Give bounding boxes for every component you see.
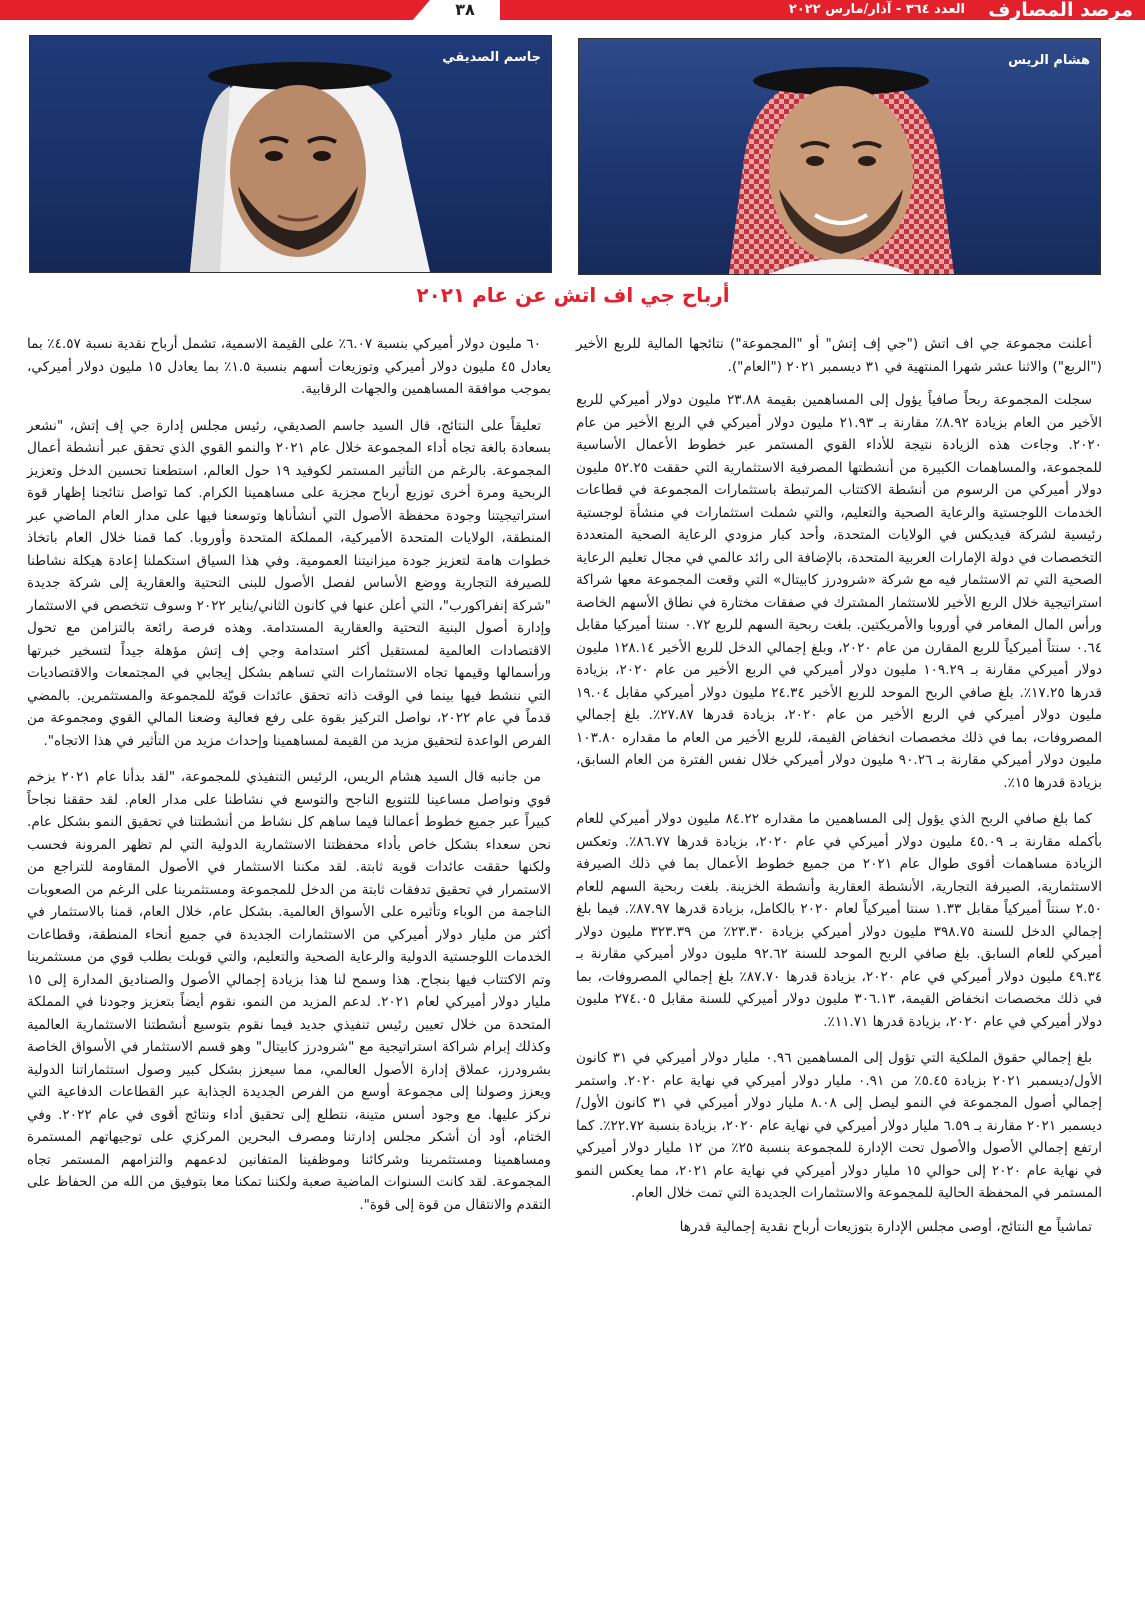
issue-label: العدد ٣٦٤ - آذار/مارس ٢٠٢٢ — [788, 2, 965, 17]
paragraph: تعليقاً على النتائج، قال السيد جاسم الصديقي، رئيس مجلس إدارة جي إف إتش، "نشعر بسعادة بالغة تجاه أداء المجموعة خلال عام ٢٠٢١ والنمو القوي الذي تحقق عبر أنشطة أعمال المجموعة. بالرغم من التأثير المستمر لكوفيد ١٩ حول العالم، استطعنا تحسين الدخل وتعزيز الربحية ومرة أخرى توزيع أرباح مجزية على مساهمينا الكرام. كما تواصل نتائجنا إظهار قوة استراتيجيتنا وجودة محفظة الأصول التي أنشأناها وتوسعنا فيها على مدار العام الماضي عبر المنطقة، الولايات المتحدة الأميركية، المملكة المتحدة وأوروبا. كما قمنا خلال العام باتخاذ خطوات هامة لتعزيز جودة ميزانيتنا العمومية. وفي هذا السياق استكملنا إعادة هيكلة نشاطنا للصيرفة التجارية ووضع الأساس لفصل الأصول للبنى التحتية والعقارية إلى شركة جديدة "شركة إنفراكورب"، التي أعلن عنها في كانون الثاني/يناير ٢٠٢٢ وسوف تتخصص في الاستثمار وإدارة أصول البنية التحتية والعقارية المستدامة. وهذه فرصة رائعة بالتزامن مع تحول الاقتصادات العالمية لمستقبل أكثر استدامة وجي إف إتش مؤهلة جيداً لتسخير خبرتها ورأسمالها وقيمها تجاه الاستثمارات التي تساهم بشكل إيجابي في المجتمعات والاقتصاديات التي ننشط فيها بينما في الوقت ذاته تحقق عائدات قويّة للمجموعة والمستثمرين. بالمضي قدماً في عام ٢٠٢٢، نواصل التركيز بقوة على رفع فعالية وضعنا المالي القوي ومجموعة من الفرص الواعدة لتحقيق مزيد من القيمة لمساهمينا وإحداث مزيد من التأثير في هذا الاتجاه". — [27, 417, 551, 749]
paragraph: ٦٠ مليون دولار أميركي بنسبة ٦.٠٧٪ على القيمة الاسمية، تشمل أرباح نقدية نسبة ٤.٥٧٪ بما يعادل ٤٥ مليون دولار أميركي وتوزيعات أسهم بنسبة ١.٥٪ بما يعادل ١٥ مليون دولار أميركي، بموجب موافقة المساهمين والجهات الرقابية. — [27, 336, 551, 397]
photo-caption-hisham: هشام الريس — [1008, 53, 1090, 68]
paragraph: بلغ إجمالي حقوق الملكية التي تؤول إلى المساهمين ٠.٩٦ مليار دولار أميركي في ٣١ كانون الأول/ديسمبر ٢٠٢١ بزيادة ٥.٤٥٪ من ٠.٩١ مليار دولار أميركي في نهاية عام ٢٠٢٠. واستمر إجمالي أصول المجموعة في النمو ليصل إلى ٨.٠٨ مليار دولار أميركي في ٣١ كانون الأول/ديسمبر ٢٠٢١ مقارنة بـ ٦.٥٩ مليار دولار أميركي في نهاية عام ٢٠٢٠، بزيادة بنسبة ٢٢.٧٢٪. كما ارتفع إجمالي الأصول والأصول تحت الإدارة للمجموعة بنسبة ٢٥٪ من ١٢ مليار دولار أميركي في نهاية عام ٢٠٢٠ إلى حوالي ١٥ مليار دولار أميركي في نهاية عام ٢٠٢١، مما يعكس النمو المستمر في المحفظة الحالية للمجموعة والاستثمارات الجديدة التي تمت خلال العام. — [576, 1050, 1103, 1201]
paragraph: سجلت المجموعة ربحاً صافياً يؤول إلى المساهمين بقيمة ٢٣.٨٨ مليون دولار أميركي للربع الأخير من العام بزيادة ٨.٩٢٪ مقارنة بـ ٢١.٩٣ مليون دولار أميركي في الربع الأخير من عام ٢٠٢٠. وجاءت هذه الزيادة نتيجة للأداء القوي المستمر عبر خطوط الأعمال الأساسية للمجموعة، والمساهمات الكبيرة من أنشطتها المصرفية الاستثمارية التي حققت ٥٢.٢٥ مليون دولار أميركي من الرسوم من أنشطة الاكتتاب المرتبطة باستثمارات المجموعة في قطاعات الخدمات اللوجستية والرعاية الصحية والتعليم، والتي شملت استثمارات في منشأة لوجستية رئيسية لشركة فيديكس في الولايات المتحدة، وأحد كبار مزودي الرعاية الصحية المتعددة التخصصات في دولة الإمارات العربية المتحدة، بالإضافة الى رائد عالمي في مجال تعليم الرعاية الصحية التي تم الاستثمار فيه مع شركة «شرودرز كابيتال» التي وقعت المجموعة معها شراكة استراتيجية خلال الربع الأخير للاستثمار المشترك في صفقات مختارة في نطاق الأسهم الخاصة ورأس المال المغامر في أوروبا والأمريكتين. بلغت ربحية السهم للربع ٠.٧٢ سنتا أميركيا مقابل ٠.٦٤ سنتاً أميركياً للربع المقارن من عام ٢٠٢٠، وبلغ إجمالي الدخل للربع الأخير ١٢٨.١٤ مليون دولار أميركي مقارنة بـ ١٠٩.٢٩ مليون دولار أميركي في الربع الأخير من عام ٢٠٢٠، بزيادة قدرها ١٧.٢٥٪. بلغ صافي الربح الموحد للربع الأخير ٢٤.٣٤ مليون دولار أميركي مقابل ١٩.٠٤ مليون دولار أميركي في الربع الأخير من عام ٢٠٢٠، بزيادة قدرها ٢٧.٨٧٪. بلغ إجمالي المصروفات، بما في ذلك مخصصات انخفاض القيمة، للربع الأخير من العام ما مقداره ١٠٣.٨٠ مليون دولار أميركي مقارنة بـ ٩٠.٢٦ مليون دولار أميركي خلال نفس الفترة من العام السابق، بزيادة قدرها ١٥٪. — [576, 392, 1103, 791]
article-column-right — [576, 333, 1102, 1595]
portrait-illustration — [30, 36, 551, 272]
paragraph: كما بلغ صافي الربح الذي يؤول إلى المساهمين ما مقداره ٨٤.٢٢ مليون دولار أميركي للعام بأكمله مقارنة بـ ٤٥.٠٩ مليون دولار أميركي في عام ٢٠٢٠، بزيادة قدرها ٨٦.٧٧٪. وتعكس الزيادة مساهمات أقوى طوال عام ٢٠٢١ من جميع خطوط الأعمال بما في ذلك الصيرفة الاستثمارية، الصيرفة التجارية، الأنشطة العقارية وأنشطة الخزينة. بلغت ربحية السهم للعام ٢.٥٠ سنتاً أميركياً مقابل ١.٣٣ سنتا أميركياً لعام ٢٠٢٠ بالكامل، بزيادة قدرها ٨٧.٩٧٪. فيما بلغ إجمالي الدخل للسنة ٣٩٨.٧٥ مليون دولار أميركي بزيادة ٢٣.٣٠٪ من ٣٢٣.٣٩ مليون دولار أميركي للعام السابق. بلغ صافي الربح الموحد للسنة ٩٢.٦٢ مليون دولار أميركي مقارنة بـ ٤٩.٣٤ مليون دولار أميركي في عام ٢٠٢٠، بزيادة قدرها ٨٧.٧٠٪ بلغ إجمالي المصروفات، بما في ذلك مخصصات انخفاض القيمة، ٣٠٦.١٣ مليون دولار أميركي للسنة مقابل ٢٧٤.٠٥ مليون دولار أميركي في عام ٢٠٢٠، بزيادة قدرها ١١.٧١٪. — [576, 811, 1103, 1030]
paragraph: من جانبه قال السيد هشام الريس، الرئيس التنفيذي للمجموعة، "لقد بدأنا عام ٢٠٢١ بزخم قوي ونواصل مساعينا للتنويع الناجح والتوسع في نشاطنا على مدار العام. لقد حققنا نجاحاً كبيراً عبر جميع خطوط أعمالنا فيما ساهم كل نشاط من أنشطتنا في تحقيق النمو بشكل عام. نحن سعداء بشكل خاص بأداء محفظتنا الاستثمارية الدولية التي لم تظهر المرونة فحسب ولكنها حققت عائدات قوية ثابتة. لقد مكننا الاستثمار في الأصول المقاومة للتراجع من الاستمرار في تحقيق تدفقات ثابتة من الدخل للمجموعة ومستثمرينا على الرغم من الصعوبات الناجمة من الوباء وتأثيره على الأسواق العالمية. بشكل عام، خلال العام، قمنا بالاستثمار في أكثر من مليار دولار أميركي من الاستثمارات الجديدة في جميع أنحاء المنطقة، وقطاعات الخدمات اللوجستية الدولية والرعاية الصحية والتعليم، والتي قوبلت بطلب قوي من مستثمرينا وتم الاكتتاب فيها بنجاح. هذا وسمح لنا هذا بزيادة إجمالي الأصول والصناديق المدارة إلى ١٥ مليار دولار أميركي لعام ٢٠٢١. لدعم المزيد من النمو، نقوم أيضاً بتعزيز وجودنا في المملكة المتحدة من خلال تعيين رئيس تنفيذي جديد فيما نقوم بتوسيع أنشطتنا الاستثمارية العالمية وكذلك إبرام شراكة استراتيجية مع "شرودرز كابيتال" وهو قسم الاستثمار في الأسواق الخاصة بشرودرز، عملاق إدارة الأصول العالمي، مما سيعزز بشكل كبير وصول استثماراتنا الدولية ويعزز وصولنا إلى مجموعة أوسع من الفرص الجديدة الجذابة عبر القطاعات الدفاعية التي نركز عليها. مع وجود أسس متينة، نتطلع إلى تحقيق أداء ونتائج أقوى في عام ٢٠٢٢. وفي الختام، أود أن أشكر مجلس إدارتنا ومصرف البحرين المركزي على توجيهاتهم المستمرة ومساهمينا ومستثمرينا وشركائنا وموظفينا المتفانين لدعمهم والتزامهم المستمر تجاه المجموعة. لقد كانت السنوات الماضية صعبة ولكننا تمكنا معا بتوفيق من الله من الحفاظ على التقدم والانتقال من قوة إلى قوة". — [27, 769, 552, 1213]
article-column-left — [27, 333, 551, 1595]
article-title: أرباح جي اف اتش عن عام ٢٠٢١ — [416, 283, 730, 307]
photo-hisham-alrayes — [578, 38, 1101, 275]
page-number: ٣٨ — [455, 0, 475, 19]
paragraph: أعلنت مجموعة جي اف اتش ("جي إف إتش" أو "المجموعة") نتائجها المالية للربع الأخير ("الربع") والاثنا عشر شهرا المنتهية في ٣١ ديسمبر ٢٠٢١ ("العام"). — [576, 336, 1102, 375]
header-accent-right — [500, 0, 1145, 20]
paragraph: تماشياً مع النتائج، أوصى مجلس الإدارة بتوزيعات أرباح نقدية إجمالية قدرها — [679, 1218, 1092, 1235]
portrait-illustration — [579, 39, 1100, 274]
photo-jassim-alseddiqi — [29, 35, 552, 273]
header-accent-left — [0, 0, 430, 20]
photo-caption-jassim: جاسم الصديقي — [442, 50, 541, 65]
header-bar — [0, 0, 1145, 22]
magazine-title: مرصد المصارف — [988, 0, 1133, 21]
